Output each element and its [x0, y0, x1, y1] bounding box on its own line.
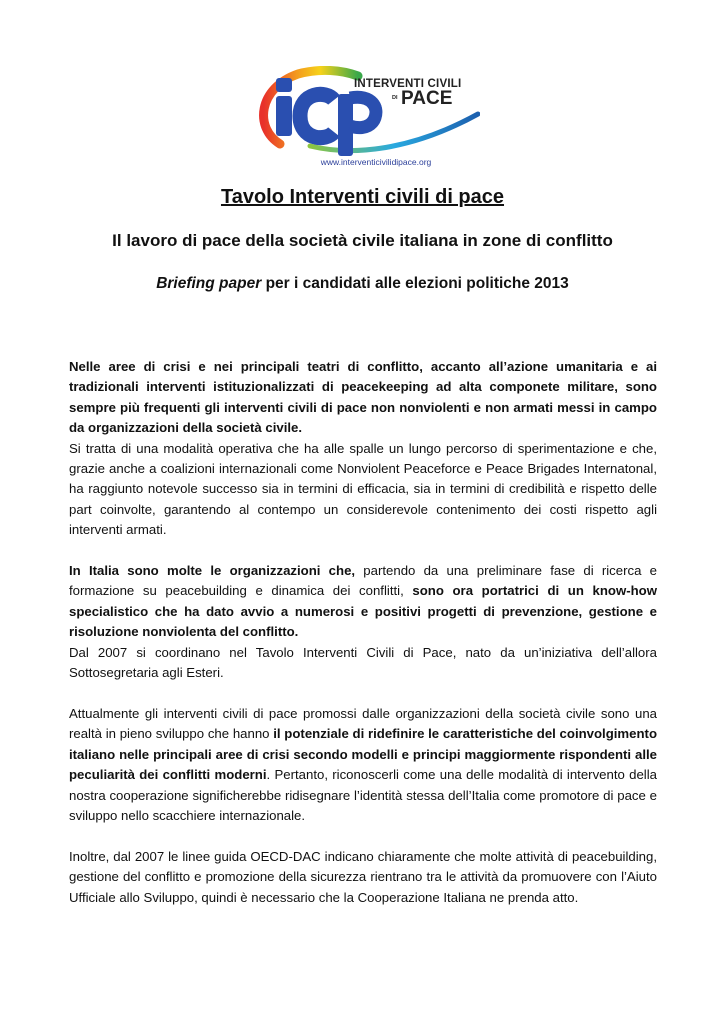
paragraph-4-text: Inoltre, dal 2007 le linee guida OECD-DAC indicano chiaramente che molte attività di peacebuilding, gestione del conflitto e promozione della sicurezza rientrano tra le attività da promuovere con l’Aiuto Ufficiale allo Sviluppo, quindi è necessario che la Cooperazione Italiana ne prenda atto.	[69, 848, 657, 905]
briefing-line	[0, 275, 725, 293]
logo-di: DI	[392, 95, 398, 101]
paragraph-1-text: Si tratta di una modalità operativa che ha alle spalle un lungo percorso di sperimentazione e che, grazie anche a coalizioni internazionali come Nonviolent Peaceforce e Peace Brigades Internatonal, ha raggiunto notevole successo sia in termini di efficacia, sia in termini di credibilità e rispetto delle part coinvolte, garantendo al contempo un considerevole contenimento dei costi rispetto agli interventi armati.	[69, 440, 657, 538]
document-subtitle: Il lavoro di pace della società civile italiana in zone di conflitto	[112, 231, 613, 250]
paragraph-2-bold-a: In Italia sono molte le organizzazioni che,	[69, 563, 356, 579]
paragraph-2-text-a: partendo da una preliminare fase di ricerca e formazione su peacebuilding e dinamica dei conflitti,	[69, 563, 657, 599]
paragraph-1	[69, 357, 657, 439]
paragraph-2-bold-b: sono ora portatrici di un know-how specialistico che ha dato avvio a numerosi e positivi progetti di prevenzione, gestione e risoluzione nonviolenta del conflitto.	[69, 583, 657, 640]
body-text	[69, 357, 657, 908]
logo-url: www.interventicivilidipace.org	[320, 157, 432, 167]
icp-logo	[250, 66, 480, 170]
paragraph-4	[69, 847, 657, 908]
paragraph-1-cont	[69, 439, 657, 541]
paragraph-3-text-a: Attualmente gli interventi civili di pace promossi dalle organizzazioni della società civile sono una realtà in pieno sviluppo che hanno	[69, 705, 657, 742]
paragraph-3	[69, 704, 657, 826]
paragraph-3-bold: il potenziale di ridefinire le caratteristiche del coinvolgimento italiano nelle principali aree di crisi secondo modelli e principi maggiormente rispondenti alle peculiarità dei conflitti moderni	[69, 726, 657, 783]
logo-line1: INTERVENTI CIVILI	[354, 78, 462, 90]
briefing-rest: per i candidati alle elezioni politiche 2013	[261, 275, 569, 292]
document-title: Tavolo Interventi civili di pace	[220, 186, 505, 208]
paragraph-2-text-b: Dal 2007 si coordinano nel Tavolo Interventi Civili di Pace, nato da un’iniziativa dell’allora Sottosegretaria agli Esteri.	[69, 644, 657, 681]
paragraph-2-cont	[69, 643, 657, 684]
logo-pace: PACE	[401, 88, 453, 109]
briefing-italic: Briefing paper	[156, 275, 262, 292]
paragraph-2	[69, 561, 657, 643]
paragraph-3-text-b: . Pertanto, riconoscerli come una delle modalità di intervento della nostra cooperazione significherebbe ridisegnare l’identità stessa dell’Italia come promotore di pace e sviluppo nello scacchiere internazionale.	[69, 767, 657, 823]
paragraph-1-bold: Nelle aree di crisi e nei principali teatri di conflitto, accanto all’azione umanitaria e ai tradizionali interventi istituzionalizzati di peacekeeping ad alta componete militare, sono sempre più frequenti gli interventi civili di pace non nonviolenti e non armati messi in campo da organizzazioni della società civile.	[69, 359, 657, 436]
